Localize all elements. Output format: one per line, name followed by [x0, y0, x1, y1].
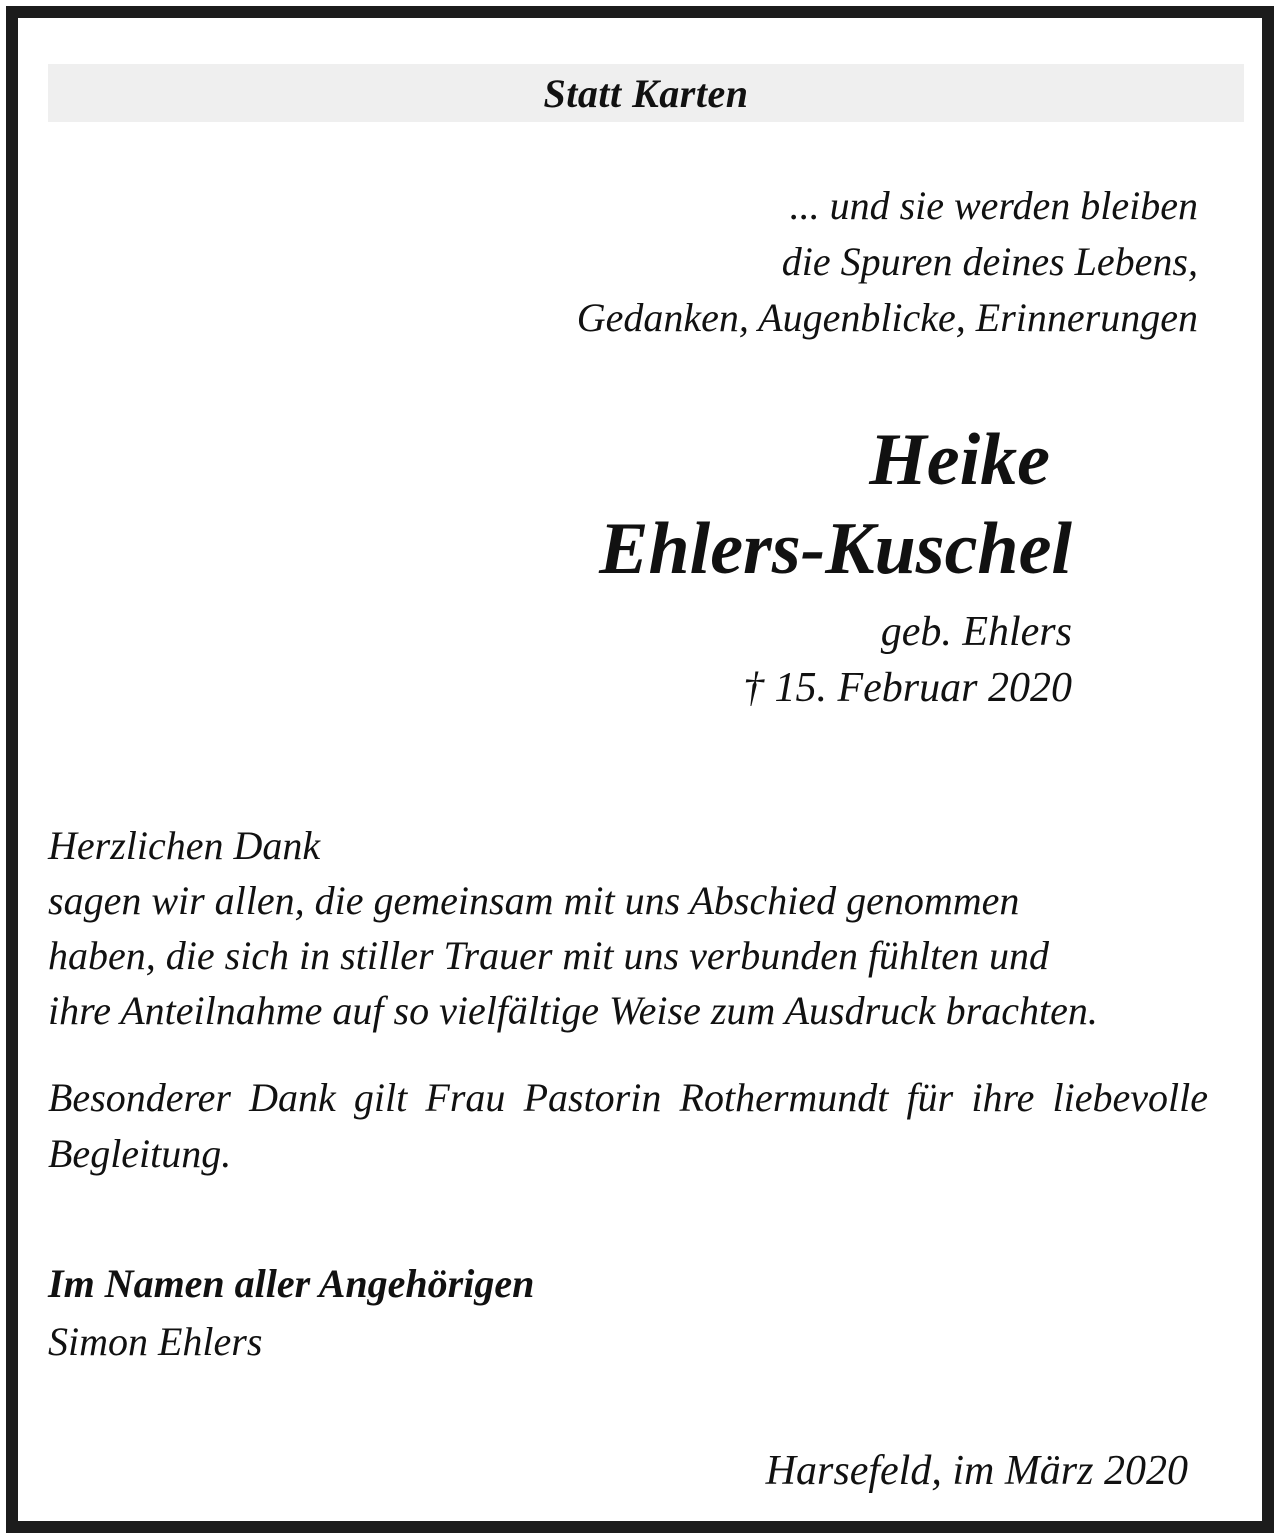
deceased-last-name: Ehlers-Kuschel — [599, 508, 1072, 590]
thanks-line: ihre Anteilnahme auf so vielfältige Weise zum Ausdruck brachten. — [48, 988, 1098, 1033]
birth-name: geb. Ehlers — [880, 609, 1072, 655]
header-bar — [48, 64, 1244, 122]
quote-line: die Spuren deines Lebens, — [781, 239, 1198, 284]
quote-line: ... und sie werden bleiben — [789, 183, 1198, 228]
header-title: Statt Karten — [543, 70, 749, 116]
place-date: Harsefeld, im März 2020 — [765, 1448, 1188, 1494]
special-thanks-paragraph: Besonderer Dank gilt Frau Pastorin Rothermundt für ihre liebevolle Begleitung. — [48, 1075, 1208, 1176]
quote-line: Gedanken, Augenblicke, Erinnerungen — [576, 295, 1198, 340]
deceased-first-name: Heike — [869, 419, 1050, 501]
thanks-line: sagen wir allen, die gemeinsam mit uns Abschied genommen — [48, 878, 1020, 923]
thanks-line: Herzlichen Dank — [48, 823, 321, 868]
thanks-line: haben, die sich in stiller Trauer mit uns verbunden fühlten und — [48, 933, 1050, 978]
death-date: † 15. Februar 2020 — [743, 665, 1072, 711]
signature-title: Im Namen aller Angehörigen — [48, 1261, 535, 1306]
thanks-paragraph — [48, 818, 1238, 1038]
obituary-frame — [6, 6, 1274, 1533]
signature-name: Simon Ehlers — [48, 1319, 263, 1364]
deceased-name-block — [599, 418, 1072, 716]
quote-block — [577, 178, 1198, 346]
